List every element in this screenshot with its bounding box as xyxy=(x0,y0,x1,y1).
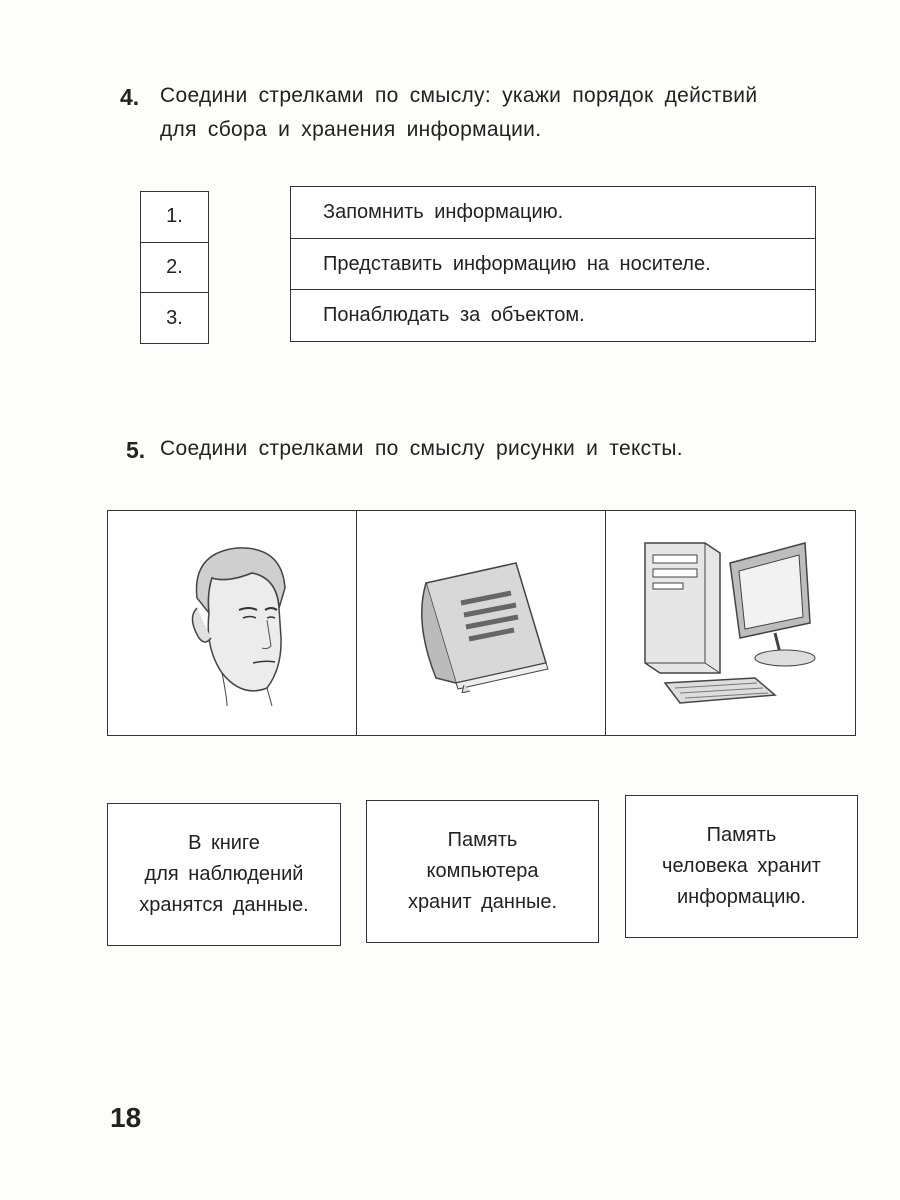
text-card-line: для наблюдений xyxy=(144,863,304,885)
pictures-strip xyxy=(107,510,856,736)
picture-computer[interactable] xyxy=(605,511,854,735)
task5-instruction: Соедини стрелками по смыслу рисунки и тексты. xyxy=(160,437,683,460)
order-number: 2. xyxy=(166,256,183,278)
human-head-icon xyxy=(167,538,297,708)
action-text: Представить информацию на носителе. xyxy=(323,252,711,275)
picture-human-head[interactable] xyxy=(108,511,357,735)
task5-number: 5. xyxy=(126,437,146,463)
action-cell[interactable] xyxy=(291,239,815,291)
order-number-cell[interactable] xyxy=(141,192,208,243)
action-cell[interactable] xyxy=(291,290,815,341)
task4-instruction-line1: Соедини стрелками по смыслу: укажи порядок действий xyxy=(160,84,758,107)
picture-book[interactable] xyxy=(356,511,606,735)
text-card-line: человека хранит xyxy=(662,855,821,877)
actions-table xyxy=(290,186,816,342)
order-number-table xyxy=(140,191,209,344)
computer-icon xyxy=(635,533,825,713)
text-card-line: Память xyxy=(706,824,777,846)
text-card-human[interactable] xyxy=(625,795,858,938)
order-number-cell[interactable] xyxy=(141,293,208,343)
text-card-line: В книге xyxy=(188,832,260,854)
text-card-line: информацию. xyxy=(677,886,806,908)
order-number: 3. xyxy=(166,306,183,329)
text-card-book[interactable] xyxy=(107,803,341,946)
page-number: 18 xyxy=(110,1102,142,1133)
text-card-computer[interactable] xyxy=(366,800,599,943)
action-text: Понаблюдать за объектом. xyxy=(323,304,585,327)
action-cell[interactable] xyxy=(291,187,815,239)
order-number: 1. xyxy=(166,205,183,228)
text-card-line: компьютера xyxy=(426,860,539,882)
task4-number: 4. xyxy=(120,84,140,110)
text-card-line: хранит данные. xyxy=(407,891,558,913)
book-icon xyxy=(406,553,556,693)
action-text: Запомнить информацию. xyxy=(323,200,564,223)
order-number-cell[interactable] xyxy=(141,243,208,294)
text-card-line: хранятся данные. xyxy=(139,894,309,916)
task4-instruction-line2: для сбора и хранения информации. xyxy=(160,118,542,141)
text-card-line: Память xyxy=(447,829,518,851)
